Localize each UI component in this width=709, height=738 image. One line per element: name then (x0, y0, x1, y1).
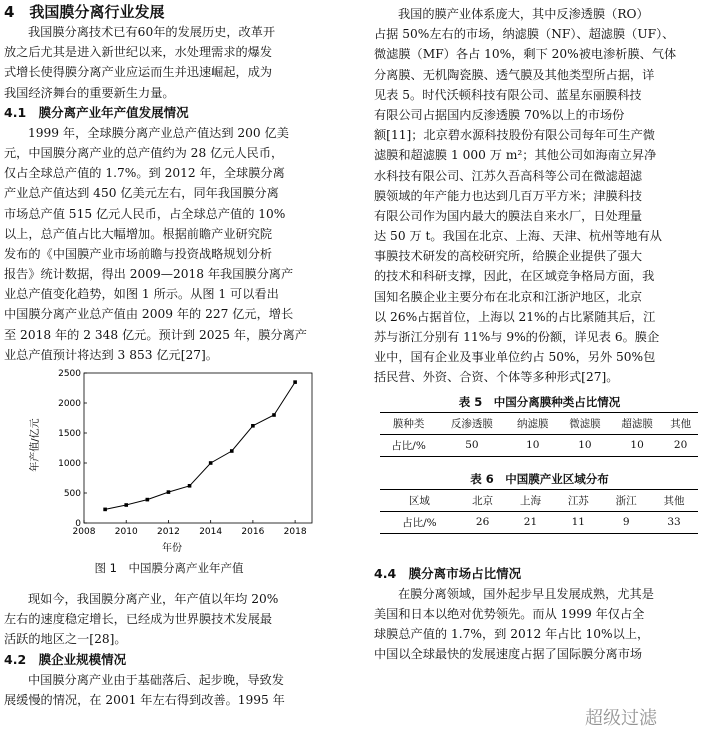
subsection-heading: 4.1 膜分离产业年产值发展情况 (4, 104, 189, 120)
table-cell: 50 (437, 434, 507, 456)
table-cell: 10 (507, 434, 559, 456)
table-cell: 11 (554, 511, 602, 533)
section-heading: 4 我国膜分离行业发展 (4, 3, 165, 21)
text-line: 发布的《中国膜产业市场前瞻与投资战略规划分析 (4, 246, 273, 261)
subsection-heading: 4.2 膜企业规模情况 (4, 651, 127, 667)
series-points (103, 380, 297, 511)
table-cell: 膜种类 (380, 412, 437, 434)
y-tick-label: 0 (75, 519, 81, 529)
table-cell: 纳滤膜 (507, 412, 559, 434)
text-line: 球膜总产值的 1.7%，到 2012 年占比 10%以上， (374, 626, 650, 641)
table-header-row (380, 489, 698, 511)
table-cell: 10 (559, 434, 611, 456)
table-cell: 北京 (459, 489, 507, 511)
x-tick-label: 2010 (114, 527, 138, 537)
text-line: 业总产值预计将达到 3 853 亿元[27]。 (4, 347, 218, 362)
text-line: 滤膜和超滤膜 1 000 万 m²；其他公司如海南立昇净 (374, 148, 657, 163)
data-point (188, 484, 192, 488)
text-line: 见表 5。时代沃顿科技有限公司、蓝星东丽膜科技 (374, 87, 642, 102)
y-tick-label: 2000 (58, 399, 81, 409)
data-point (251, 424, 255, 428)
text-line: 左右的速度稳定增长，已经成为世界膜技术发展最 (4, 612, 273, 627)
table-cell: 9 (602, 511, 650, 533)
text-line: 水科技有限公司、江苏久吾高科等公司在微滤超滤 (374, 168, 643, 183)
text-line: 业总产值变化趋势，如图 1 所示。从图 1 可以看出 (4, 287, 279, 302)
data-point (124, 503, 128, 507)
text-line: 分离膜、无机陶瓷膜、透气膜及其他类型所占据，详 (374, 67, 655, 82)
table-cell: 微滤膜 (559, 412, 611, 434)
text-line: 我国的膜产业体系庞大，其中反渗透膜（RO） (398, 7, 649, 21)
table-row (380, 511, 698, 533)
output-paragraph (4, 123, 334, 365)
table-cell: 10 (611, 434, 663, 456)
y-tick-label: 1000 (58, 459, 81, 469)
y-axis-label: 年产值/亿元 (30, 418, 41, 472)
chart-ticks (58, 369, 307, 537)
text-line: 达 50 万 t。我国在北京、上海、天津、杭州等地有从 (374, 229, 662, 244)
text-line: 现如今，我国膜分离产业，年产值以年均 20% (28, 592, 279, 606)
text-line: 我国经济舞台的重要新生力量。 (4, 85, 175, 100)
text-line: 有限公司作为国内最大的膜法自来水厂，日处理量 (374, 208, 643, 223)
watermark: 超级过滤 (585, 708, 657, 729)
table-cell: 33 (650, 511, 698, 533)
chart-axes (84, 373, 312, 523)
subsection-heading: 4.4 膜分离市场占比情况 (374, 565, 522, 581)
scale-paragraph (4, 670, 334, 710)
data-point (209, 461, 213, 465)
table-cell: 20 (663, 434, 698, 456)
text-line: 的技术和科研支撑，因此，在区域竞争格局方面，我 (374, 269, 655, 284)
text-line: 放之后尤其是进入新世纪以来，水处理需求的爆发 (4, 45, 273, 60)
table-cell: 区域 (380, 489, 459, 511)
table-cell: 浙江 (602, 489, 650, 511)
text-line: 美国和日本以绝对优势领先。而从 1999 年仅占全 (374, 606, 645, 621)
table-cell: 上海 (507, 489, 555, 511)
text-line: 额[11]；北京碧水源科技股份有限公司每年可生产微 (374, 128, 655, 143)
text-line: 1999 年，全球膜分离产业总产值达到 200 亿美 (28, 125, 289, 140)
text-line: 展缓慢的情况，在 2001 年左右得到改善。1995 年 (4, 692, 285, 707)
table-cell: 反渗透膜 (437, 412, 507, 434)
membrane-type-table (380, 412, 698, 457)
text-line: 式增长使得膜分离产业应运而生并迅速崛起，成为 (4, 65, 273, 80)
text-line: 报告》统计数据，得出 2009—2018 年我国膜分离产 (4, 267, 294, 282)
table-cell: 占比/% (380, 434, 437, 456)
industry-paragraph (374, 4, 705, 388)
x-tick-label: 2018 (283, 527, 307, 537)
text-line: 以 26%占据首位，上海以 21%的占比紧随其后，江 (374, 309, 656, 324)
data-point (167, 490, 171, 494)
x-tick-label: 2016 (241, 527, 265, 537)
data-point (230, 449, 234, 453)
plot-frame (84, 373, 312, 523)
text-line: 以上，总产值占比大幅增加。根据前瞻产业研究院 (4, 226, 273, 241)
data-point (293, 380, 297, 384)
table-header-row (380, 412, 698, 434)
figure-caption: 图 1 中国膜分离产业年产值 (94, 561, 244, 575)
table-cell: 占比/% (380, 511, 459, 533)
table-cell: 21 (507, 511, 555, 533)
data-point (146, 498, 150, 502)
text-line: 元，中国膜分离产业的总产值约为 28 亿元人民币， (4, 145, 284, 160)
text-line: 微滤膜（MF）各占 10%，剩下 20%被电渗析膜、气体 (374, 47, 677, 62)
right-column (374, 0, 705, 664)
text-line: 中国膜分离产业由于基础落后、起步晚，导致发 (28, 672, 284, 687)
x-tick-label: 2012 (156, 527, 180, 537)
y-tick-label: 1500 (58, 429, 81, 439)
table-row (380, 434, 698, 456)
table6-caption: 表 6 中国膜产业区域分布 (470, 471, 609, 486)
series-line (105, 382, 295, 509)
data-point (103, 508, 107, 512)
text-line: 有限公司占据国内反渗透膜 70%以上的市场份 (374, 107, 625, 122)
table-cell: 江苏 (554, 489, 602, 511)
text-line: 中国膜分离产业总产值由 2009 年的 227 亿元，增长 (4, 307, 294, 322)
growth-paragraph (4, 589, 334, 650)
text-line: 至 2018 年的 2 348 亿元。预计到 2025 年，膜分离产 (4, 327, 307, 342)
y-tick-label: 500 (63, 489, 81, 499)
table-cell: 其他 (663, 412, 698, 434)
text-line: 国知名膜企业主要分布在北京和江浙沪地区，北京 (374, 289, 643, 304)
table-cell: 26 (459, 511, 507, 533)
text-line: 产业总产值达到 450 亿美元左右，同年我国膜分离 (4, 186, 279, 201)
market-paragraph (374, 584, 705, 665)
text-line: 市场总产值 515 亿元人民币，占全球总产值的 10% (4, 206, 286, 221)
x-axis-label: 年份 (162, 543, 182, 554)
left-column (4, 0, 334, 710)
output-line-chart (24, 365, 324, 555)
table-cell: 超滤膜 (611, 412, 663, 434)
x-tick-label: 2014 (199, 527, 223, 537)
text-line: 在膜分离领域，国外起步早且发展成熟，尤其是 (398, 586, 654, 601)
y-tick-label: 2500 (58, 369, 81, 379)
table5-caption: 表 5 中国分离膜种类占比情况 (458, 394, 621, 409)
data-point (272, 413, 276, 417)
text-line: 膜领域的年产能力也达到几百万平方米；津膜科技 (374, 188, 643, 203)
intro-paragraph (4, 22, 334, 103)
text-line: 业中，国有企业及事业单位约占 50%，另外 50%包 (374, 350, 656, 365)
text-line: 苏与浙江分别有 11%与 9%的份额，详见表 6。膜企 (374, 330, 660, 344)
table-cell: 其他 (650, 489, 698, 511)
x-tick-label: 2008 (72, 527, 96, 537)
text-line: 我国膜分离技术已有60年的发展历史，改革开 (28, 25, 276, 39)
text-line: 中国以全球最快的发展速度占据了国际膜分离市场 (374, 647, 643, 662)
text-line: 占据 50%左右的市场，纳滤膜（NF）、超滤膜（UF）、 (374, 27, 675, 42)
text-line: 仅占全球总产值的 1.7%。到 2012 年，全球膜分离 (4, 166, 285, 181)
text-line: 事膜技术研发的高校研究所，给膜企业提供了强大 (374, 249, 643, 264)
region-table (380, 489, 698, 534)
text-line: 括民营、外资、合资、个体等多种形式[27]。 (374, 370, 619, 385)
text-line: 活跃的地区之一[28]。 (4, 632, 127, 647)
